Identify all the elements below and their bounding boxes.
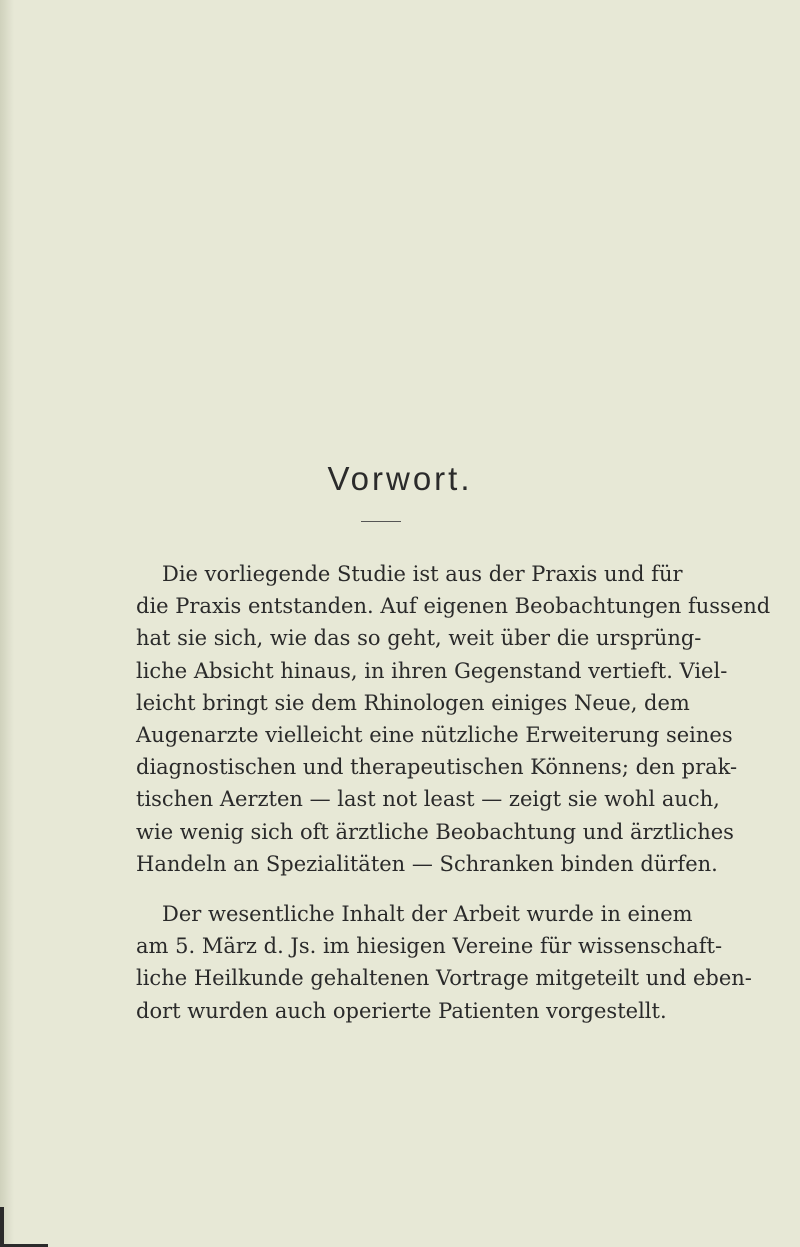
text-line: Der wesentliche Inhalt der Arbeit wurde in einem — [162, 902, 693, 927]
text-line: leicht bringt sie dem Rhinologen einiges Neue, dem — [136, 690, 690, 715]
text-line: Die vorliegende Studie ist aus der Praxis und für — [162, 562, 683, 586]
text-line: dort wurden auch operierte Patienten vorgestellt. — [136, 998, 667, 1023]
page-edge-shadow — [0, 0, 14, 1247]
preface-body — [136, 558, 771, 1027]
text-line: am 5. März d. Js. im hiesigen Vereine für wissenschaft- — [136, 934, 723, 959]
paragraph-1 — [136, 558, 771, 880]
text-line: diagnostischen und therapeutischen Könnens; den prak- — [136, 755, 738, 780]
text-line: die Praxis entstanden. Auf eigenen Beobachtungen fussend — [136, 594, 771, 619]
page-corner-mark-vertical — [0, 1207, 4, 1247]
page-corner-mark — [0, 1233, 48, 1247]
text-line: tischen Aerzten — last not least — zeigt sie wohl auch, — [136, 787, 720, 812]
text-line: liche Absicht hinaus, in ihren Gegenstand vertieft. Viel- — [136, 658, 728, 683]
text-line: Augenarzte vielleicht eine nützliche Erweiterung seines — [136, 723, 733, 748]
text-line: wie wenig sich oft ärztliche Beobachtung und ärztliches — [136, 819, 734, 844]
page-title: Vorwort. — [327, 460, 473, 497]
title-divider — [361, 521, 401, 522]
text-line: liche Heilkunde gehaltenen Vortrage mitgeteilt und eben- — [136, 966, 752, 991]
paragraph-2 — [136, 898, 752, 1027]
text-line: Handeln an Spezialitäten — Schranken binden dürfen. — [136, 851, 718, 876]
text-line: hat sie sich, wie das so geht, weit über die ursprüng- — [136, 626, 702, 651]
